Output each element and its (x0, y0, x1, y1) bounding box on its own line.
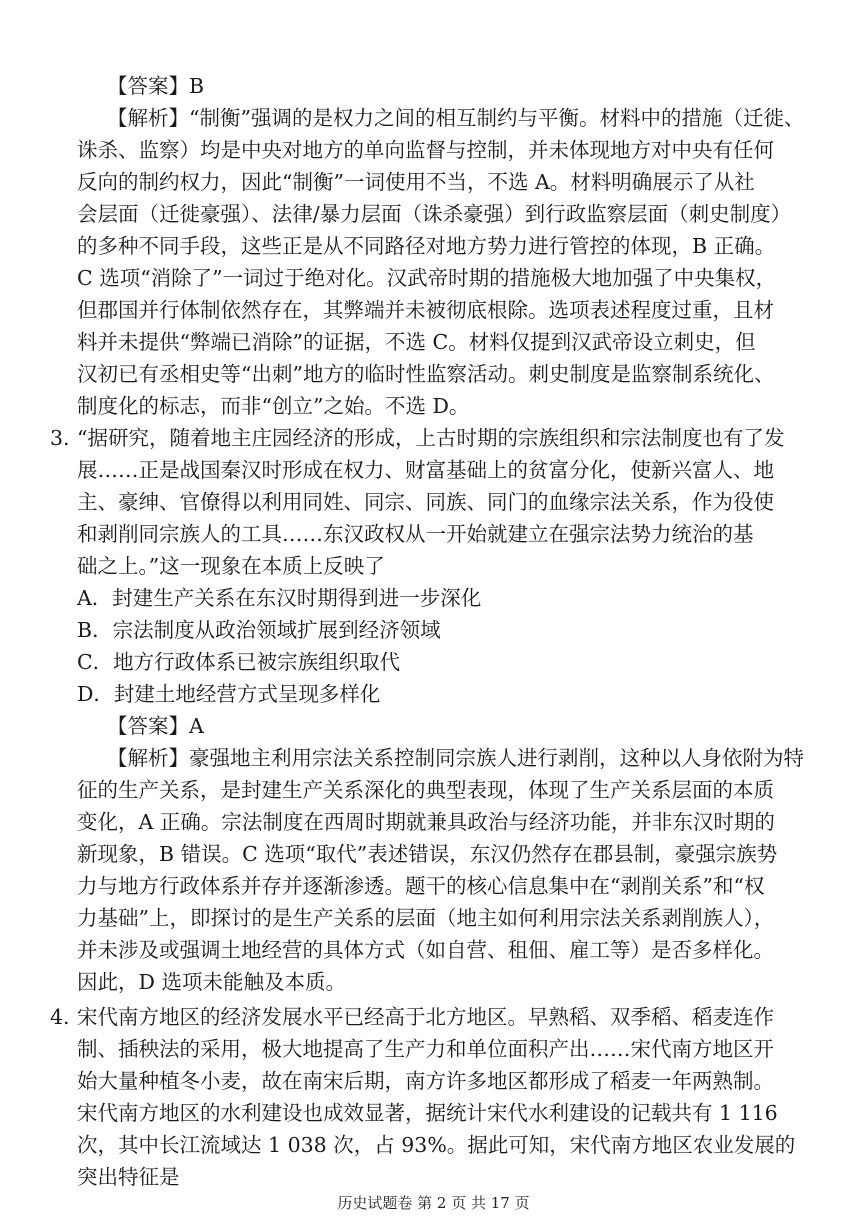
q3-option-b: B．宗法制度从政治领域扩展到经济领域 (77, 618, 441, 642)
q2-analysis-line: 但郡国并行体制依然存在，其弊端并未被彻底根除。选项表述程度过重，且材 (77, 298, 774, 322)
q2-analysis-line: 的多种不同手段，这些正是从不同路径对地方势力进行管控的体现，B 正确。 (77, 234, 776, 258)
q2-analysis-line: 【解析】“制衡”强调的是权力之间的相互制约与平衡。材料中的措施（迁徙、 (107, 106, 805, 130)
q4-stem-line: 宋代南方地区的经济发展水平已经高于北方地区。早熟稻、双季稻、稻麦连作 (77, 1005, 774, 1029)
q4-number: 4. (50, 1005, 70, 1029)
q2-analysis-line: 反向的制约权力，因此“制衡”一词使用不当，不选 A。材料明确展示了从社 (77, 170, 755, 194)
q2-analysis-line: 汉初已有丞相史等“出刺”地方的临时性监察活动。刺史制度是监察制系统化、 (77, 362, 775, 386)
q2-analysis-line: 制度化的标志，而非“创立”之始。不选 D。 (77, 394, 470, 418)
q2-analysis-line: 诛杀、监察）均是中央对地方的单向监督与控制，并未体现地方对中央有任何 (77, 138, 774, 162)
q3-number: 3. (50, 426, 70, 450)
q3-stem-line: “据研究，随着地主庄园经济的形成，上古时期的宗族组织和宗法制度也有了发 (77, 426, 785, 450)
q4-stem-line: 突出特征是 (77, 1165, 180, 1189)
q3-stem-line: 主、豪绅、官僚得以利用同姓、同宗、同族、同门的血缘宗法关系，作为役使 (77, 490, 774, 514)
q3-analysis-line: 并未涉及或强调土地经营的具体方式（如自营、租佃、雇工等）是否多样化。 (77, 938, 774, 962)
q3-analysis-line: 【解析】豪强地主利用宗法关系控制同宗族人进行剥削，这种以人身依附为特 (107, 746, 804, 770)
q2-answer: 【答案】B (107, 74, 205, 98)
q2-analysis-line: C 选项“消除了”一词过于绝对化。汉武帝时期的措施极大地加强了中央集权， (77, 266, 777, 290)
q3-option-d: D．封建土地经营方式呈现多样化 (77, 682, 381, 706)
q3-analysis-line: 征的生产关系，是封建生产关系深化的典型表现，体现了生产关系层面的本质 (77, 778, 774, 802)
q3-analysis-line: 变化，A 正确。宗法制度在西周时期就兼具政治与经济功能，并非东汉时期的 (77, 810, 775, 834)
q3-analysis-line: 新现象，B 错误。C 选项“取代”表述错误，东汉仍然存在郡县制，豪强宗族势 (77, 842, 778, 866)
q3-analysis-line: 力基础”上，即探讨的是生产关系的层面（地主如何利用宗法关系剥削族人）， (77, 906, 775, 930)
q4-stem-line: 制、插秧法的采用，极大地提高了生产力和单位面积产出……宋代南方地区开 (77, 1037, 774, 1061)
page-footer: 历史试题卷 第 2 页 共 17 页 (337, 1194, 530, 1212)
q3-analysis-line: 因此，D 选项未能触及本质。 (77, 970, 346, 994)
q3-stem-line: 展……正是战国秦汉时形成在权力、财富基础上的贫富分化，使新兴富人、地 (77, 458, 774, 482)
q4-stem-line: 次，其中长江流域达 1 038 次，占 93%。据此可知，宋代南方地区农业发展的 (77, 1133, 796, 1157)
q3-stem-line: 础之上。”这一现象在本质上反映了 (77, 554, 385, 578)
q3-option-a: A．封建生产关系在东汉时期得到进一步深化 (77, 586, 482, 610)
q2-analysis-line: 料并未提供“弊端已消除”的证据，不选 C。材料仅提到汉武帝设立刺史，但 (77, 330, 756, 354)
q3-analysis-line: 力与地方行政体系并存并逐渐渗透。题干的核心信息集中在“剥削关系”和“权 (77, 874, 765, 898)
q3-answer: 【答案】A (107, 714, 204, 738)
q2-analysis-line: 会层面（迁徙豪强）、法律/暴力层面（诛杀豪强）到行政监察层面（刺史制度） (77, 202, 792, 226)
q4-stem-line: 宋代南方地区的水利建设也成效显著，据统计宋代水利建设的记载共有 1 116 (77, 1101, 778, 1125)
q4-stem-line: 始大量种植冬小麦，故在南宋后期，南方许多地区都形成了稻麦一年两熟制。 (77, 1069, 774, 1093)
q3-option-c: C．地方行政体系已被宗族组织取代 (77, 650, 401, 674)
q3-stem-line: 和剥削同宗族人的工具……东汉政权从一开始就建立在强宗法势力统治的基 (77, 522, 754, 546)
